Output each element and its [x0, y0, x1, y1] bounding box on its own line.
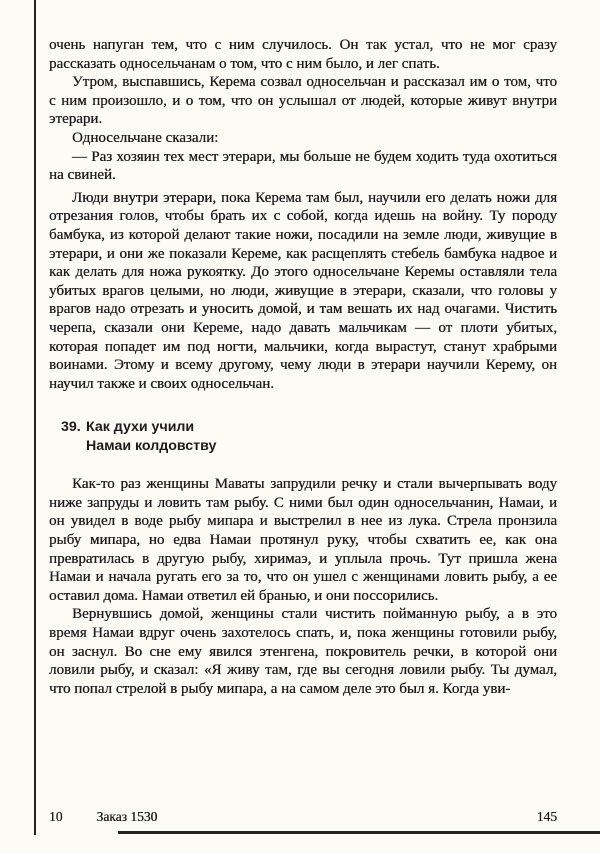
print-order-label: Заказ 1530 — [96, 809, 158, 824]
paragraph: Односельчане сказали: — [72, 129, 219, 146]
paragraph-continuation: очень напуган тем, что с ним случилось. Он так устал, что не мог сразу рассказать односельчанам о том, что с ним было, и лег спать. — [49, 37, 557, 72]
paragraph: Вернувшись домой, женщины стали чистить пойманную рыбу, а в это время Намаи вдруг очень захотелось спать, и, пока женщины готовили рыбу, он заснул. Во сне ему явился этенгена, покровитель речки, в которой они ловили рыбу, и сказал: «Я живу там, где вы сегодня ловили рыбу. Ты думал, что попал стрелой в рыбу мипара, а на самом деле это был я. Когда уви- — [49, 606, 557, 697]
printer-signature-number: 10 — [49, 809, 63, 824]
paragraph: Утром, выспавшись, Керема созвал односельчан и рассказал им о том, что с ним произошло, и о том, что он услышал от людей, которые живут внутри этерари. — [49, 74, 557, 128]
section-title — [86, 418, 216, 455]
paragraph: Люди внутри этерари, пока Керема там был, научили его делать ножи для отрезания голов, чтобы брать их с собой, когда идешь на войну. Ту породу бамбука, из которой делают такие ножи, посадили на земле люди, живущие в этерари, и они же показали Кереме, как расщеплять стебель бамбука надвое и как делать для ножа рукоятку. До этого односельчане Керемы оставляли тела убитых врагов целыми, но люди, живущие в этерари, сказали, что головы у врагов надо отрезать и уносить домой, и там вешать их над очагами. Чистить черепа, сказали они Кереме, надо давать мальчикам — от плоти убитых, которая попадет им под ногти, мальчики, когда вырастут, станут храбрыми воинами. Этому и всему другому, чему люди в этерари научили Керему, он научил также и своих односельчан. — [49, 189, 557, 392]
text-block — [49, 36, 557, 698]
section-heading — [61, 418, 557, 455]
paragraph-dialogue: — Раз хозяин тех мест этерари, мы больше не будем ходить туда охотиться на свиней. — [49, 148, 557, 184]
paragraph: Как-то раз женщины Маваты запрудили речку и стали вычерпывать воду ниже запруды и ловить там рыбу. С ними был один односельчанин, Намаи, и он увидел в воде рыбу мипара и выстрелил в нее из лука. Стрела пронзила рыбу мипара, но едва Намаи протянул руку, чтобы схватить ее, как она превратилась в другую рыбу, хиримаэ, и уплыла прочь. Тут пришла жена Намаи и начала ругать его за то, что он ушел с женщинами ловить рыбу, а ее оставил дома. Намаи ответил ей бранью, и они поссорились. — [49, 476, 557, 604]
page-footer — [49, 809, 557, 825]
page-edge-line-left — [34, 0, 36, 835]
section-number: 39. — [61, 419, 81, 436]
page-edge-line-bottom — [118, 831, 600, 834]
section-title-line2: Намаи колдовству — [86, 437, 217, 454]
page-number: 145 — [536, 809, 557, 824]
section-title-line1: Как духи учили — [86, 419, 195, 436]
